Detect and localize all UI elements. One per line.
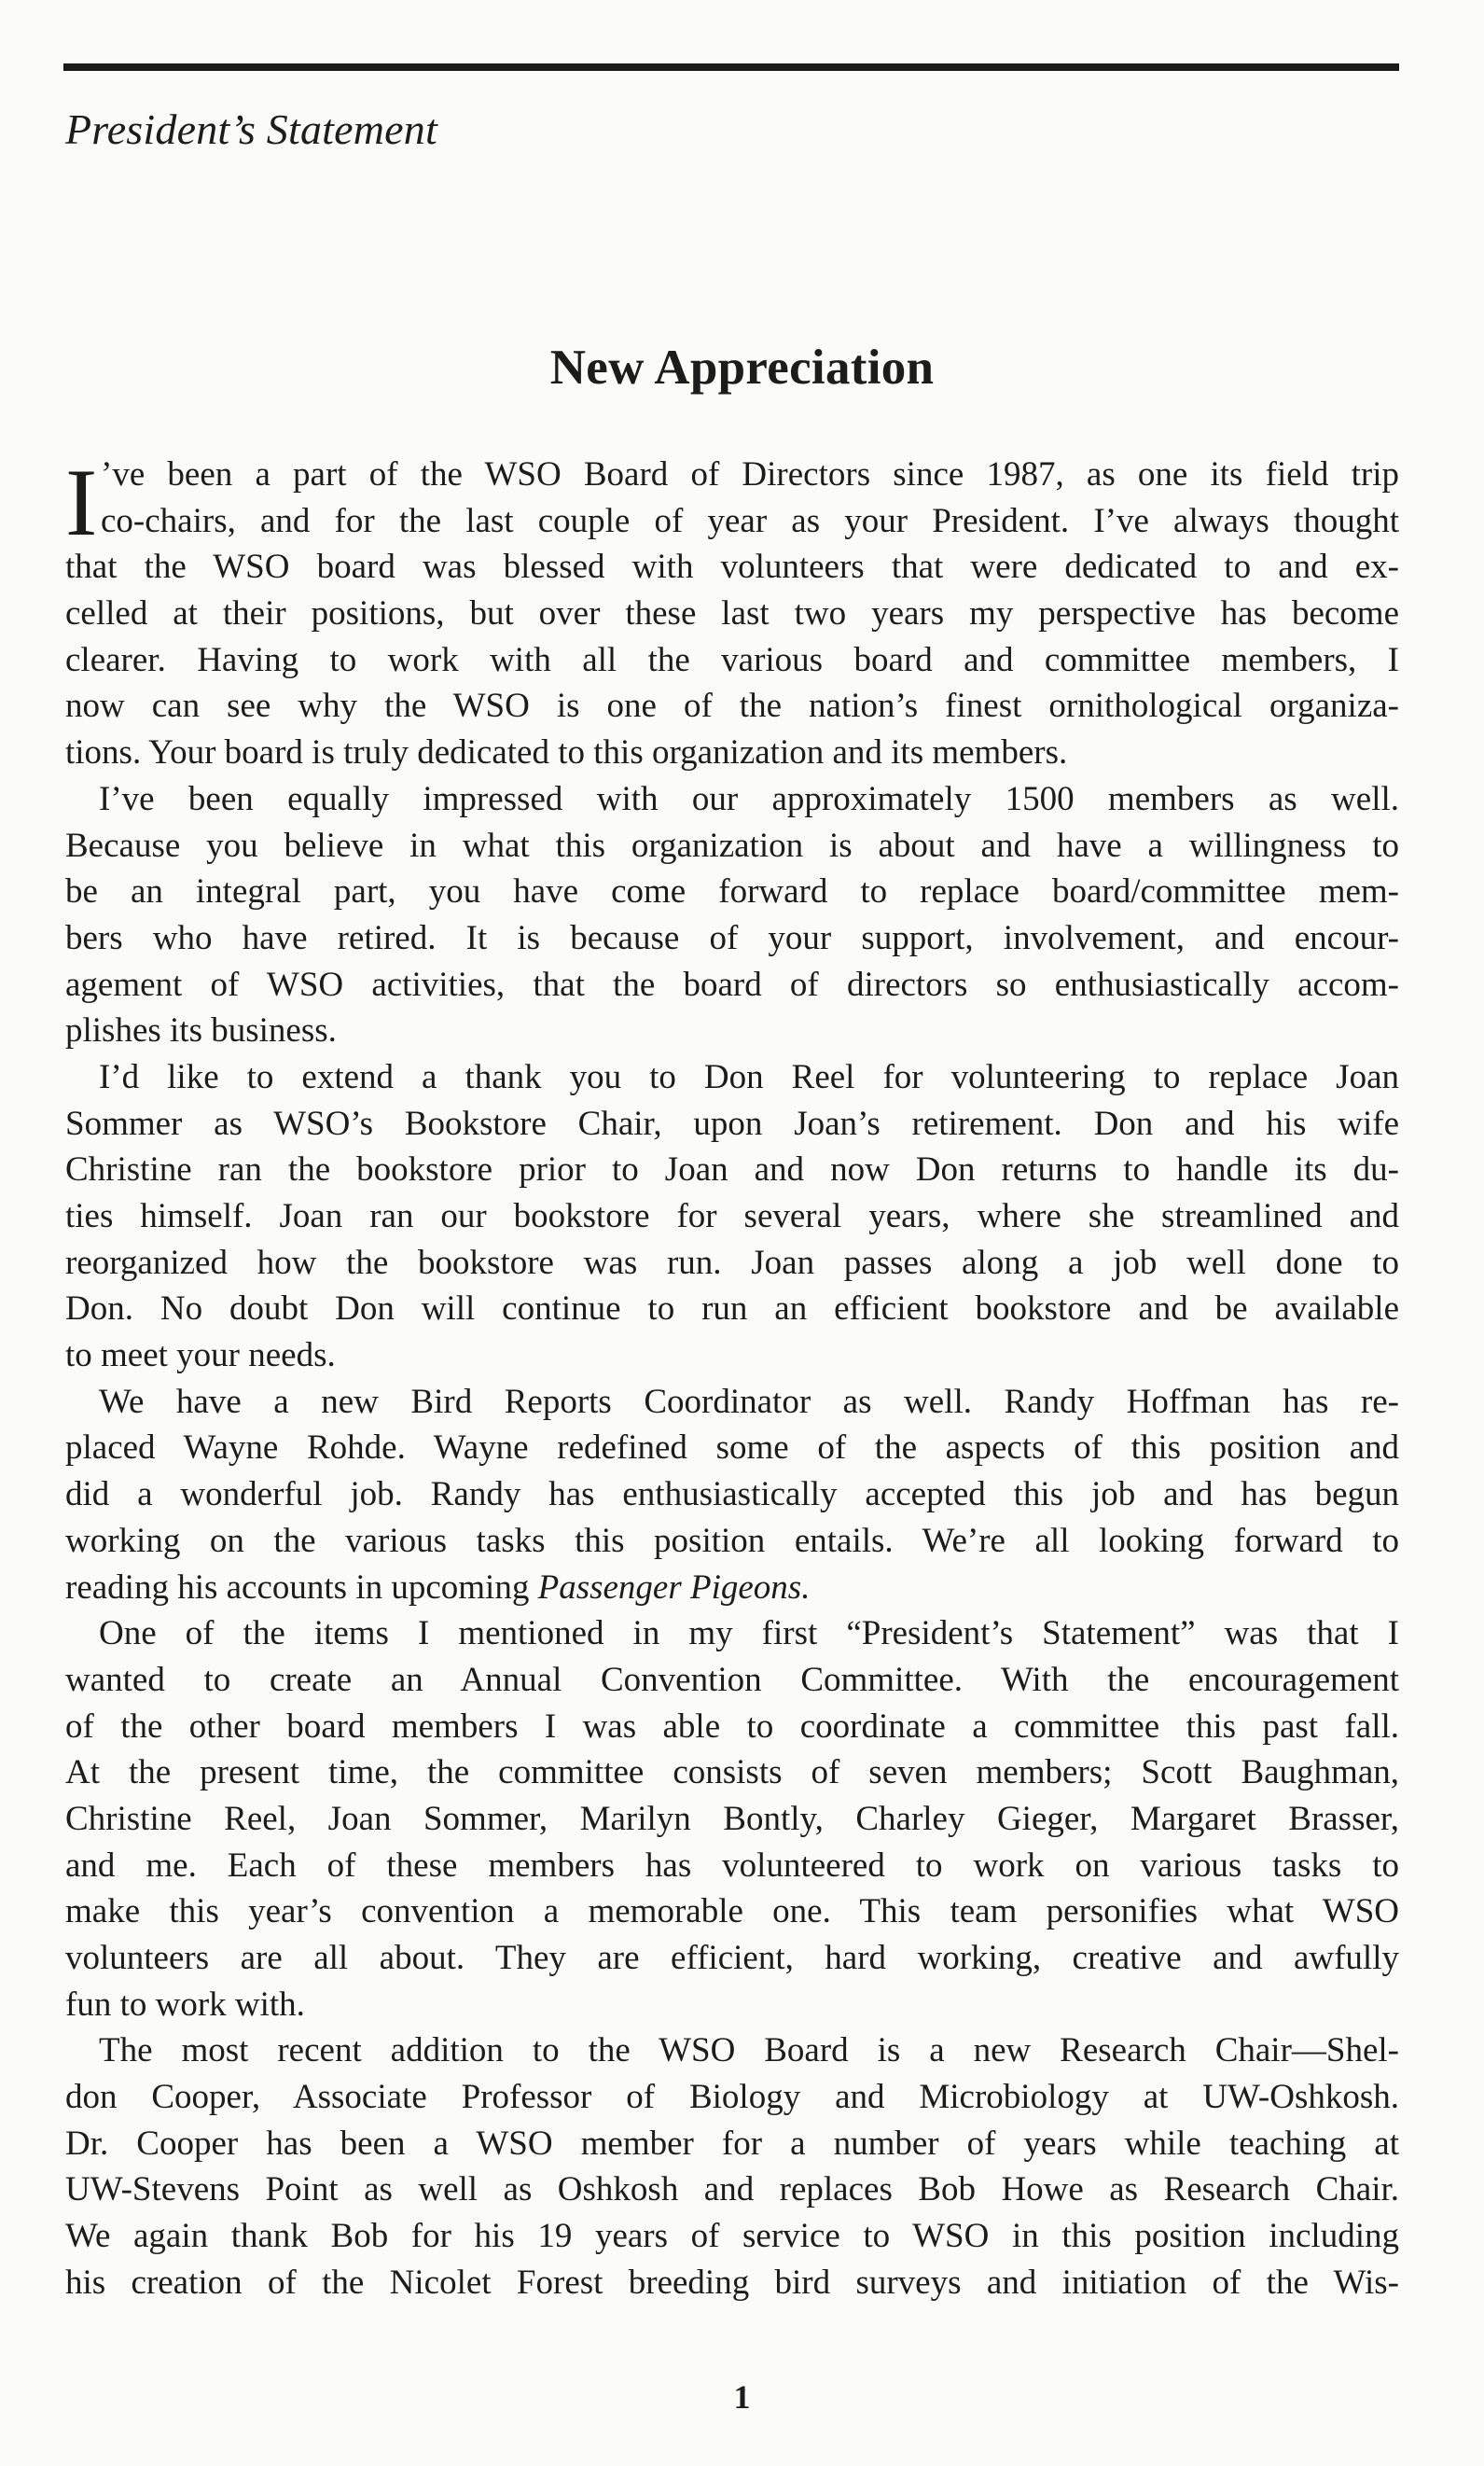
text-line: and me. Each of these members has volunteered to work on various tasks to: [65, 1846, 1399, 1885]
text-line: I’d like to extend a thank you to Don Reel for volunteering to replace Joan: [99, 1057, 1399, 1096]
text-line: to meet your needs.: [65, 1336, 336, 1375]
text-line: his creation of the Nicolet Forest breeding bird surveys and initiation of the Wis-: [65, 2263, 1399, 2302]
text-line: I’ve been equally impressed with our approximately 1500 members as well.: [99, 779, 1399, 818]
text-line: Christine ran the bookstore prior to Joan and now Don returns to handle its du-: [65, 1150, 1399, 1190]
text-line: Christine Reel, Joan Sommer, Marilyn Bontly, Charley Gieger, Margaret Brasser,: [65, 1799, 1399, 1838]
text-line: plishes its business.: [65, 1011, 337, 1051]
text-line: Because you believe in what this organization is about and have a willingness to: [65, 826, 1399, 865]
text-line: that the WSO board was blessed with volunteers that were dedicated to and ex-: [65, 548, 1399, 587]
text-line: [65, 1565, 1399, 1611]
text-line: volunteers are all about. They are efficient, hard working, creative and awfully: [65, 1939, 1399, 1977]
running-head: President’s Statement: [65, 105, 437, 153]
paragraph-3: [65, 1054, 1399, 1379]
text-line: We have a new Bird Reports Coordinator as well. Randy Hoffman has re-: [99, 1382, 1399, 1421]
paragraph-2: [65, 776, 1399, 1054]
text-line: fun to work with.: [65, 1985, 305, 2024]
text-line: be an integral part, you have come forward to replace board/committee mem-: [65, 872, 1399, 912]
page-number: 1: [733, 2378, 751, 2416]
text-line: working on the various tasks this position entails. We’re all looking forward to: [65, 1521, 1399, 1560]
publication-title: Passenger Pigeons.: [537, 1567, 811, 1607]
text-line: The most recent addition to the WSO Board is a new Research Chair—Shel-: [99, 2031, 1399, 2070]
drop-cap: I: [65, 450, 98, 556]
text-line: placed Wayne Rohde. Wayne redefined some of the aspects of this position and: [65, 1428, 1399, 1468]
text-line: wanted to create an Annual Convention Committee. With the encouragement: [65, 1660, 1399, 1699]
article-title: New Appreciation: [549, 341, 935, 395]
top-rule: [63, 63, 1399, 71]
article-body: [65, 452, 1399, 2306]
text-line: We again thank Bob for his 19 years of service to WSO in this position including: [65, 2217, 1399, 2256]
text-line: Sommer as WSO’s Bookstore Chair, upon Joan’s retirement. Don and his wife: [65, 1104, 1399, 1143]
text-line: ’ve been a part of the WSO Board of Directors since 1987, as one its field trip: [101, 455, 1399, 494]
text-line: of the other board members I was able to coordinate a committee this past fall.: [65, 1707, 1399, 1746]
paragraph-6: [65, 2027, 1399, 2306]
text-line: make this year’s convention a memorable one. This team personifies what WSO: [65, 1892, 1399, 1931]
text-line: clearer. Having to work with all the various board and committee members, I: [65, 640, 1399, 679]
paragraph-5: [65, 1610, 1399, 2027]
text-line: don Cooper, Associate Professor of Biology and Microbiology at UW-Oshkosh.: [65, 2078, 1399, 2117]
text-line: UW-Stevens Point as well as Oshkosh and replaces Bob Howe as Research Chair.: [65, 2170, 1399, 2209]
text-line: celled at their positions, but over these last two years my perspective has become: [65, 594, 1399, 634]
text-line: reorganized how the bookstore was run. Joan passes along a job well done to: [65, 1243, 1399, 1282]
text-line: tions. Your board is truly dedicated to this organization and its members.: [65, 733, 1068, 773]
text-line: At the present time, the committee consists of seven members; Scott Baughman,: [65, 1753, 1399, 1792]
text-line: co-chairs, and for the last couple of year as your President. I’ve always thought: [101, 501, 1399, 540]
text-line: did a wonderful job. Randy has enthusiastically accepted this job and has begun: [65, 1475, 1399, 1514]
paragraph-4: [65, 1379, 1399, 1610]
text-fragment: reading his accounts in upcoming: [65, 1567, 538, 1607]
text-line: now can see why the WSO is one of the nation’s finest ornithological organiza-: [65, 687, 1399, 726]
paragraph-1: [65, 452, 1399, 776]
text-line: agement of WSO activities, that the board of directors so enthusiastically accom-: [65, 965, 1399, 1004]
text-line: ties himself. Joan ran our bookstore for several years, where she streamlined and: [65, 1197, 1399, 1235]
text-line: Dr. Cooper has been a WSO member for a number of years while teaching at: [65, 2124, 1399, 2163]
text-line: One of the items I mentioned in my first “President’s Statement” was that I: [99, 1614, 1399, 1653]
text-line: bers who have retired. It is because of your support, involvement, and encour-: [65, 918, 1399, 957]
text-line: Don. No doubt Don will continue to run an efficient bookstore and be available: [65, 1289, 1399, 1329]
